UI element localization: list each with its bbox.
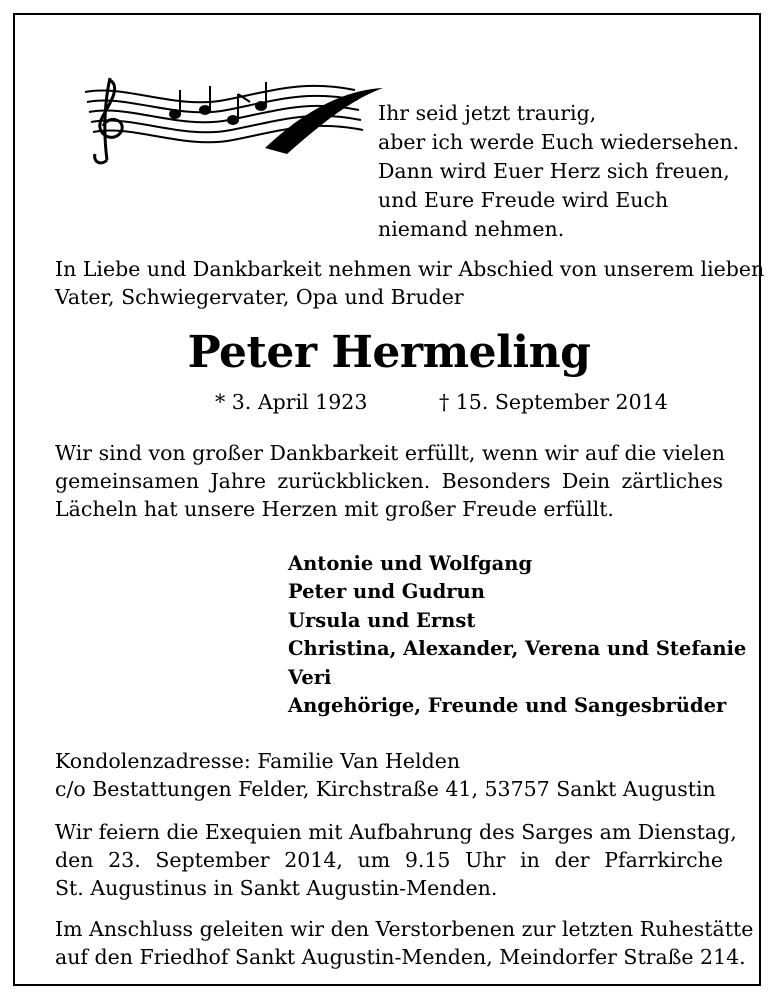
verse-line: niemand nehmen.: [378, 217, 565, 241]
service-line: den 23. September 2014, um 9.15 Uhr in der Pfarrkirche: [55, 848, 723, 872]
burial-line: Im Anschluss geleiten wir den Verstorbenen zur letzten Ruhestätte: [55, 917, 754, 941]
address-line: c/o Bestattungen Felder, Kirchstraße 41, 53757 Sankt Augustin: [55, 777, 716, 801]
mourner-entry: Veri: [288, 665, 332, 689]
mourner-entry: Christina, Alexander, Verena und Stefanie: [288, 637, 747, 661]
mourner-entry: Peter und Gudrun: [288, 580, 485, 604]
memory-line: Lächeln hat unsere Herzen mit großer Freude erfüllt.: [55, 497, 614, 521]
memory-paragraph: [55, 439, 723, 523]
birth-date: * 3. April 1923: [215, 390, 368, 414]
verse-line: und Eure Freude wird Euch: [378, 188, 669, 212]
deceased-name: Peter Hermeling: [187, 327, 591, 378]
death-date: † 15. September 2014: [439, 390, 668, 414]
mourners-list: [288, 550, 746, 720]
mourner-entry: Angehörige, Freunde und Sangesbrüder: [288, 694, 727, 718]
memory-line: gemeinsamen Jahre zurückblicken. Besonders Dein zärtliches: [55, 469, 723, 493]
music-staff-icon: [65, 70, 385, 170]
intro-line: Vater, Schwiegervater, Opa und Bruder: [55, 285, 464, 309]
burial-line: auf den Friedhof Sankt Augustin-Menden, Meindorfer Straße 214.: [55, 945, 746, 969]
service-paragraph: [55, 818, 737, 902]
verse: [378, 99, 768, 244]
condolence-address: [55, 747, 735, 803]
verse-line: Dann wird Euer Herz sich freuen,: [378, 159, 730, 183]
verse-line: Ihr seid jetzt traurig,: [378, 101, 597, 125]
burial-paragraph: [55, 915, 754, 971]
service-line: St. Augustinus in Sankt Augustin-Menden.: [55, 876, 498, 900]
mourner-entry: Ursula und Ernst: [288, 608, 476, 632]
obituary-frame: [13, 13, 765, 986]
verse-line: aber ich werde Euch wiedersehen.: [378, 130, 740, 154]
mourner-entry: Antonie und Wolfgang: [288, 552, 533, 575]
intro-text: [55, 255, 765, 311]
address-line: Kondolenzadresse: Familie Van Helden: [55, 749, 461, 773]
service-line: Wir feiern die Exequien mit Aufbahrung des Sarges am Dienstag,: [55, 820, 737, 844]
memory-line: Wir sind von großer Dankbarkeit erfüllt, wenn wir auf die vielen: [55, 441, 725, 465]
intro-line: In Liebe und Dankbarkeit nehmen wir Abschied von unserem lieben: [55, 257, 765, 281]
